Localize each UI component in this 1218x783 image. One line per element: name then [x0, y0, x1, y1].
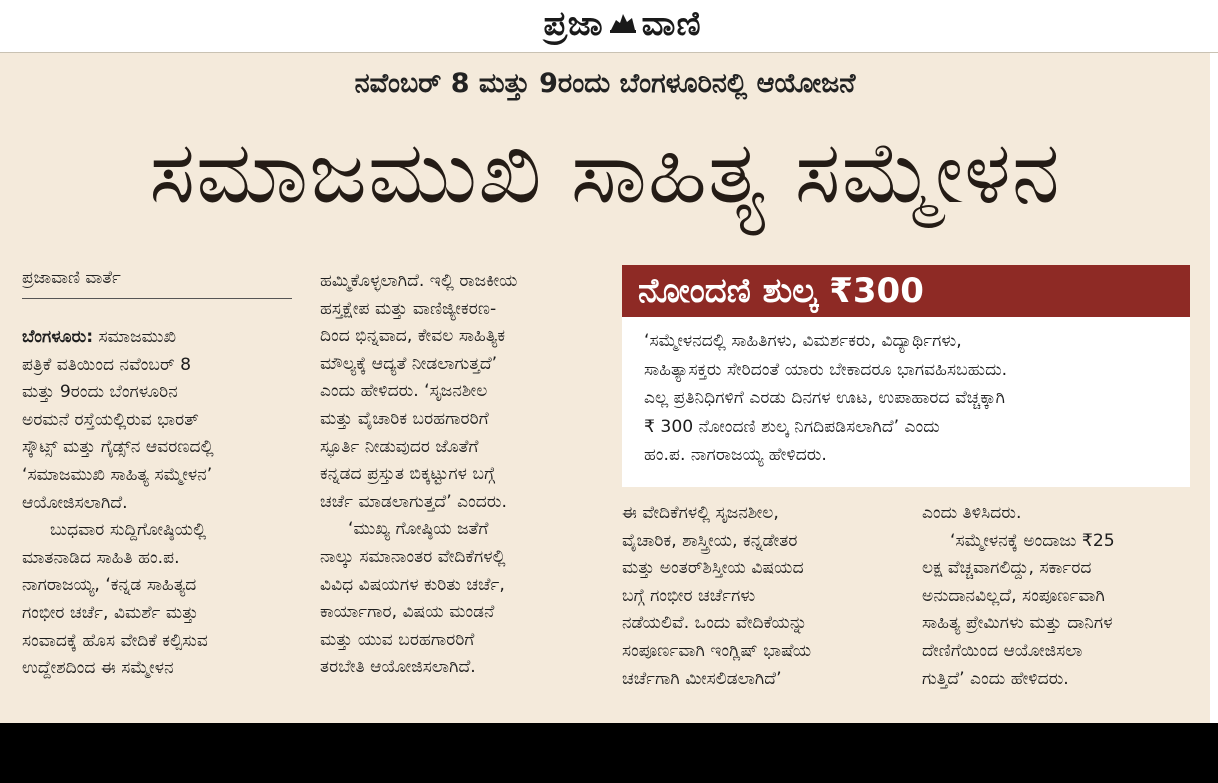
column-line: ಹಮ್ಮಿಕೊಳ್ಳಲಾಗಿದೆ. ಇಲ್ಲಿ ರಾಜಕೀಯ — [320, 271, 518, 291]
column-line: ಅನುದಾನವಿಲ್ಲದೆ, ಸಂಪೂರ್ಣವಾಗಿ — [922, 585, 1105, 606]
column-line: ವೈಚಾರಿಕ, ಶಾಸ್ತ್ರೀಯ, ಕನ್ನಡೇತರ — [622, 530, 798, 551]
column-line: ಚರ್ಚೆಗಾಗಿ ಮೀಸಲಿಡಲಾಗಿದೆ’ — [622, 668, 782, 689]
article-kicker: ನವೆಂಬರ್ 8 ಮತ್ತು 9ರಂದು ಬೆಂಗಳೂರಿನಲ್ಲಿ ಆಯೋಜನೆ — [354, 68, 856, 99]
article-headline: ಸಮಾಜಮುಖಿ ಸಾಹಿತ್ಯ ಸಮ್ಮೇಳನ — [149, 123, 1061, 223]
bottom-black-bar — [0, 723, 1218, 783]
column-line: ಮತ್ತು 9ರಂದು ಬೆಂಗಳೂರಿನ — [22, 382, 178, 403]
column-line: ತರಬೇತಿ ಆಯೋಜಿಸಲಾಗಿದೆ. — [320, 657, 476, 678]
column-line: ಮತ್ತು ಅಂತರ್‌ಶಿಸ್ತೀಯ ವಿಷಯದ — [622, 558, 804, 579]
column-line: ವಿವಿಧ ವಿಷಯಗಳ ಕುರಿತು ಚರ್ಚೆ, — [320, 574, 505, 595]
box-line: ಎಲ್ಲ ಪ್ರತಿನಿಧಿಗಳಿಗೆ ಎರಡು ದಿನಗಳ ಊಟ, ಉಪಾಹಾರದ ವೆಚ್ಚಕ್ಕಾಗಿ — [644, 388, 1006, 409]
masthead — [0, 0, 1218, 53]
column-line: ಬುಧವಾರ ಸುದ್ದಿಗೋಷ್ಠಿಯಲ್ಲಿ — [50, 520, 207, 541]
column-line: ಗಂಭೀರ ಚರ್ಚೆ, ವಿಮರ್ಶೆ ಮತ್ತು — [22, 602, 199, 623]
column-line: ಮತ್ತು ಯುವ ಬರಹಗಾರರಿಗೆ — [320, 629, 475, 650]
column-line: ನಾಗರಾಜಯ್ಯ, ‘ಕನ್ನಡ ಸಾಹಿತ್ಯದ — [22, 575, 197, 596]
column-line: ಸಾಹಿತ್ಯ ಪ್ರೇಮಿಗಳು ಮತ್ತು ದಾನಿಗಳ — [922, 613, 1113, 634]
box-line: ಸಾಹಿತ್ಯಾಸಕ್ತರು ಸೇರಿದಂತೆ ಯಾರು ಬೇಕಾದರೂ ಭಾಗವಹಿಸಬಹುದು. — [644, 359, 1008, 380]
column-line: ಈ ವೇದಿಕೆಗಳಲ್ಲಿ ಸೃಜನಶೀಲ, — [622, 503, 779, 523]
article-column-3 — [622, 500, 907, 693]
column-line: ಆಯೋಜಿಸಲಾಗಿದೆ. — [22, 492, 128, 513]
box-line: ₹ 300 ನೋಂದಣಿ ಶುಲ್ಕ ನಿಗದಿಪಡಿಸಲಾಗಿದೆ’ ಎಂದು — [644, 416, 940, 437]
column-line: ಪತ್ರಿಕೆ ವತಿಯಿಂದ ನವೆಂಬರ್ 8 — [22, 354, 192, 375]
box-line: ಹಂ.ಪ. ನಾಗರಾಜಯ್ಯ ಹೇಳಿದರು. — [644, 445, 827, 466]
column-line: ದೇಣಿಗೆಯಿಂದ ಆಯೋಜಿಸಲಾ — [922, 640, 1083, 661]
column-line: ಸ್ಫೂರ್ತಿ ನೀಡುವುದರ ಜೊತೆಗೆ — [320, 436, 479, 457]
lion-emblem-icon — [608, 8, 638, 40]
column-line: ಸಮಾಜಮುಖಿ — [98, 327, 177, 347]
column-line: ಮೌಲ್ಯಕ್ಕೆ ಆದ್ಯತೆ ನೀಡಲಾಗುತ್ತದೆ’ — [320, 353, 498, 374]
logo-text-left: ಪ್ರಜಾ — [543, 4, 604, 44]
column-line: ಬಗ್ಗೆ ಗಂಭೀರ ಚರ್ಚೆಗಳು — [622, 585, 756, 606]
article-byline: ಪ್ರಜಾವಾಣಿ ವಾರ್ತೆ — [22, 268, 292, 299]
column-line: ಲಕ್ಷ ವೆಚ್ಚವಾಗಲಿದ್ದು, ಸರ್ಕಾರದ — [922, 558, 1092, 579]
box-line: ‘ಸಮ್ಮೇಳನದಲ್ಲಿ ಸಾಹಿತಿಗಳು, ವಿಮರ್ಶಕರು, ವಿದ್ಯಾರ್ಥಿಗಳು, — [644, 331, 962, 351]
column-line: ಕಾರ್ಯಾಗಾರ, ವಿಷಯ ಮಂಡನೆ — [320, 602, 495, 623]
article-column-2 — [320, 268, 605, 682]
dateline: ಬೆಂಗಳೂರು: — [22, 327, 94, 347]
newspaper-logo — [500, 2, 745, 46]
column-line: ‘ಮುಖ್ಯ ಗೋಷ್ಠಿಯ ಜತೆಗೆ — [348, 519, 489, 540]
column-line: ಸ್ಕೌಟ್ಸ್ ಮತ್ತು ಗೈಡ್ಸ್‌ನ ಆವರಣದಲ್ಲಿ — [22, 437, 214, 458]
column-line: ದಿಂದ ಭಿನ್ನವಾದ, ಕೇವಲ ಸಾಹಿತ್ಯಿಕ — [320, 326, 506, 347]
column-line: ಚರ್ಚೆ ಮಾಡಲಾಗುತ್ತದೆ’ ಎಂದರು. — [320, 491, 507, 512]
logo-text-right: ವಾಣಿ — [641, 4, 702, 44]
column-line: ಮಾತನಾಡಿದ ಸಾಹಿತಿ ಹಂ.ಪ. — [22, 547, 180, 568]
registration-fee-box — [622, 317, 1190, 487]
column-line: ಸಂವಾದಕ್ಕೆ ಹೊಸ ವೇದಿಕೆ ಕಲ್ಪಿಸುವ — [22, 630, 208, 651]
column-line: ಮತ್ತು ವೈಚಾರಿಕ ಬರಹಗಾರರಿಗೆ — [320, 408, 489, 429]
column-line: ಸಂಪೂರ್ಣವಾಗಿ ಇಂಗ್ಲಿಷ್ ಭಾಷೆಯ — [622, 640, 812, 661]
column-line: ‘ಸಮಾಜಮುಖಿ ಸಾಹಿತ್ಯ ಸಮ್ಮೇಳನ’ — [22, 464, 213, 485]
column-line: ಹಸ್ತಕ್ಷೇಪ ಮತ್ತು ವಾಣಿಜ್ಯೀಕರಣ- — [320, 298, 497, 319]
registration-fee-heading: ನೋಂದಣಿ ಶುಲ್ಕ ₹300 — [622, 265, 1190, 317]
column-line: ಎಂದು ತಿಳಿಸಿದರು. — [922, 503, 1022, 523]
column-line: ಕನ್ನಡದ ಪ್ರಸ್ತುತ ಬಿಕ್ಕಟ್ಟುಗಳ ಬಗ್ಗೆ — [320, 464, 496, 485]
right-margin — [1210, 53, 1218, 723]
column-line: ಅರಮನೆ ರಸ್ತೆಯಲ್ಲಿರುವ ಭಾರತ್ — [22, 409, 199, 430]
column-line: ನಾಲ್ಕು ಸಮಾನಾಂತರ ವೇದಿಕೆಗಳಲ್ಲಿ — [320, 546, 506, 567]
column-line: ಉದ್ದೇಶದಿಂದ ಈ ಸಮ್ಮೇಳನ — [22, 658, 174, 679]
column-line: ನಡೆಯಲಿವೆ. ಒಂದು ವೇದಿಕೆಯನ್ನು — [622, 613, 808, 634]
article-column-1 — [22, 324, 302, 683]
column-line: ‘ಸಮ್ಮೇಳನಕ್ಕೆ ಅಂದಾಜು ₹25 — [950, 530, 1115, 551]
article-column-4 — [922, 500, 1202, 693]
column-line: ಗುತ್ತಿದೆ’ ಎಂದು ಹೇಳಿದರು. — [922, 668, 1069, 689]
column-line: ಎಂದು ಹೇಳಿದರು. ‘ಸೃಜನಶೀಲ — [320, 381, 488, 402]
